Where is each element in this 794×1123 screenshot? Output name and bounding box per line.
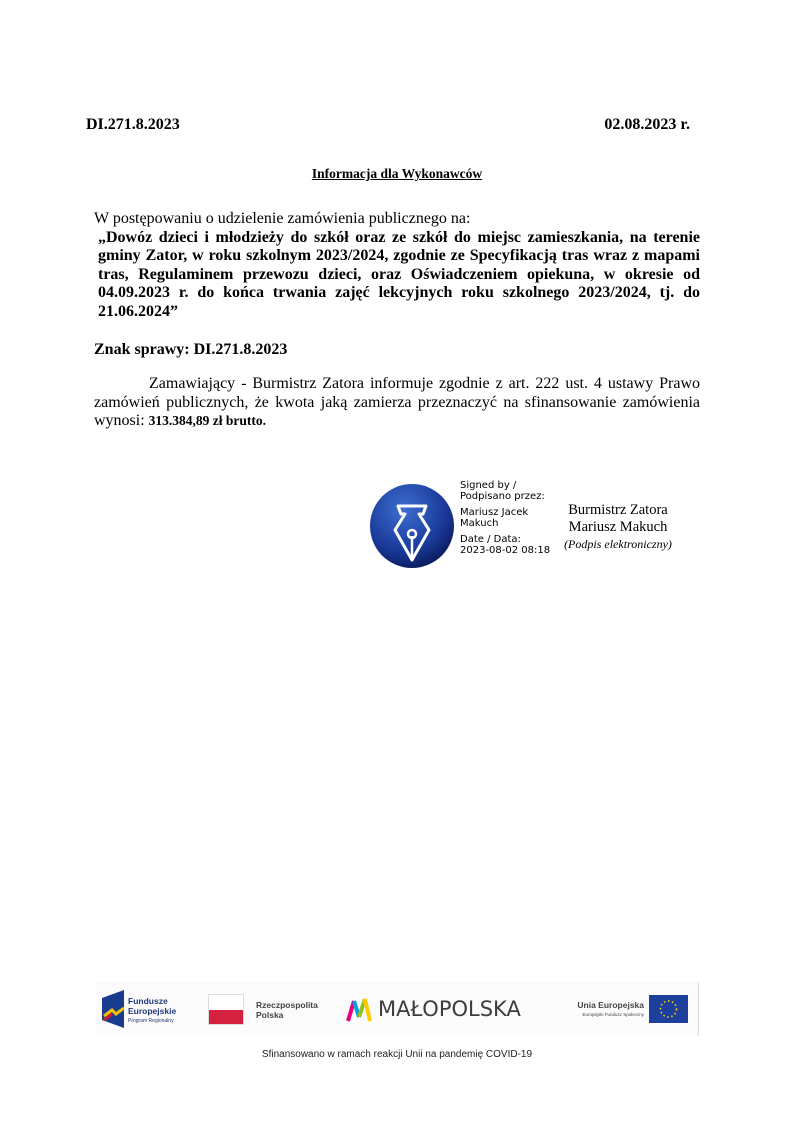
fe-line2: Europejskie — [128, 1006, 177, 1016]
info-text: Zamawiający - Burmistrz Zatora informuje zgodnie z art. 222 ust. 4 ustawy Prawo zamówień publicznych, że kwota jaką zamierza przeznaczyć na sfinansowanie zamówienia wynosi: — [94, 375, 700, 430]
signer-name: Mariusz Jacek — [460, 507, 529, 518]
signature-block — [555, 502, 681, 553]
polish-flag-icon — [208, 994, 244, 1025]
signer-full-name: Mariusz Makuch — [568, 519, 668, 535]
amount: 313.384,89 zł brutto. — [148, 413, 267, 429]
document-title: Informacja dla Wykonawców — [311, 166, 483, 181]
funding-footer: Sfinansowano w ramach reakcji Unii na pandemię COVID-19 — [261, 1049, 533, 1060]
intro-text: W postępowaniu o udzielenie zamówienia publicznego na: — [94, 210, 471, 227]
eu-flag-icon — [649, 995, 688, 1023]
date-label: Date / Data: — [460, 534, 521, 545]
info-paragraph — [94, 375, 700, 431]
signed-by-label-pl: Podpisano przez: — [460, 491, 545, 502]
signature-metadata — [460, 480, 550, 561]
signature-date: 2023-08-02 08:18 — [460, 545, 551, 556]
signature-note: (Podpis elektroniczny) — [564, 537, 672, 551]
document-date: 02.08.2023 r. — [604, 116, 690, 133]
rp-line2: Polska — [256, 1010, 284, 1020]
fe-line1: Fundusze — [128, 996, 168, 1006]
fundusze-europejskie-text — [128, 996, 176, 1026]
ue-text — [556, 1000, 644, 1020]
subject-text: „Dowóz dzieci i młodzieży do szkół oraz ze szkół do miejsc zamieszkania, na terenie gminy Zator, w roku szkolnym 2023/2024, zgodnie ze Specyfikacją tras wraz z mapami tras, Regulaminem przewozu dzieci, oraz Oświadczeniem opiekuna, w okresie od 04.09.2023 r. do końca trwania zajęć lekcyjnych roku szkolnego 2023/2024, tj. do 21.06.2024” — [98, 228, 700, 320]
fe-line3: Program Regionalny — [128, 1018, 174, 1024]
malopolska-logo-icon — [346, 997, 372, 1023]
malopolska-text: MAŁOPOLSKA — [378, 997, 521, 1021]
signer-title: Burmistrz Zatora — [568, 502, 668, 518]
ue-line1: Unia Europejska — [577, 1000, 644, 1010]
rp-text — [256, 1000, 318, 1020]
intro-block — [94, 210, 700, 322]
signer-surname: Makuch — [460, 518, 499, 529]
case-number: Znak sprawy: DI.271.8.2023 — [94, 341, 288, 358]
ue-line2: Europejski Fundusz Społeczny — [582, 1012, 644, 1017]
fundusze-europejskie-logo-icon — [102, 990, 124, 1028]
signed-by-label: Signed by / — [460, 480, 517, 491]
rp-line1: Rzeczpospolita — [256, 1000, 318, 1010]
signature-pen-icon — [367, 480, 457, 572]
funding-logos — [96, 982, 699, 1036]
reference-number: DI.271.8.2023 — [86, 116, 180, 133]
